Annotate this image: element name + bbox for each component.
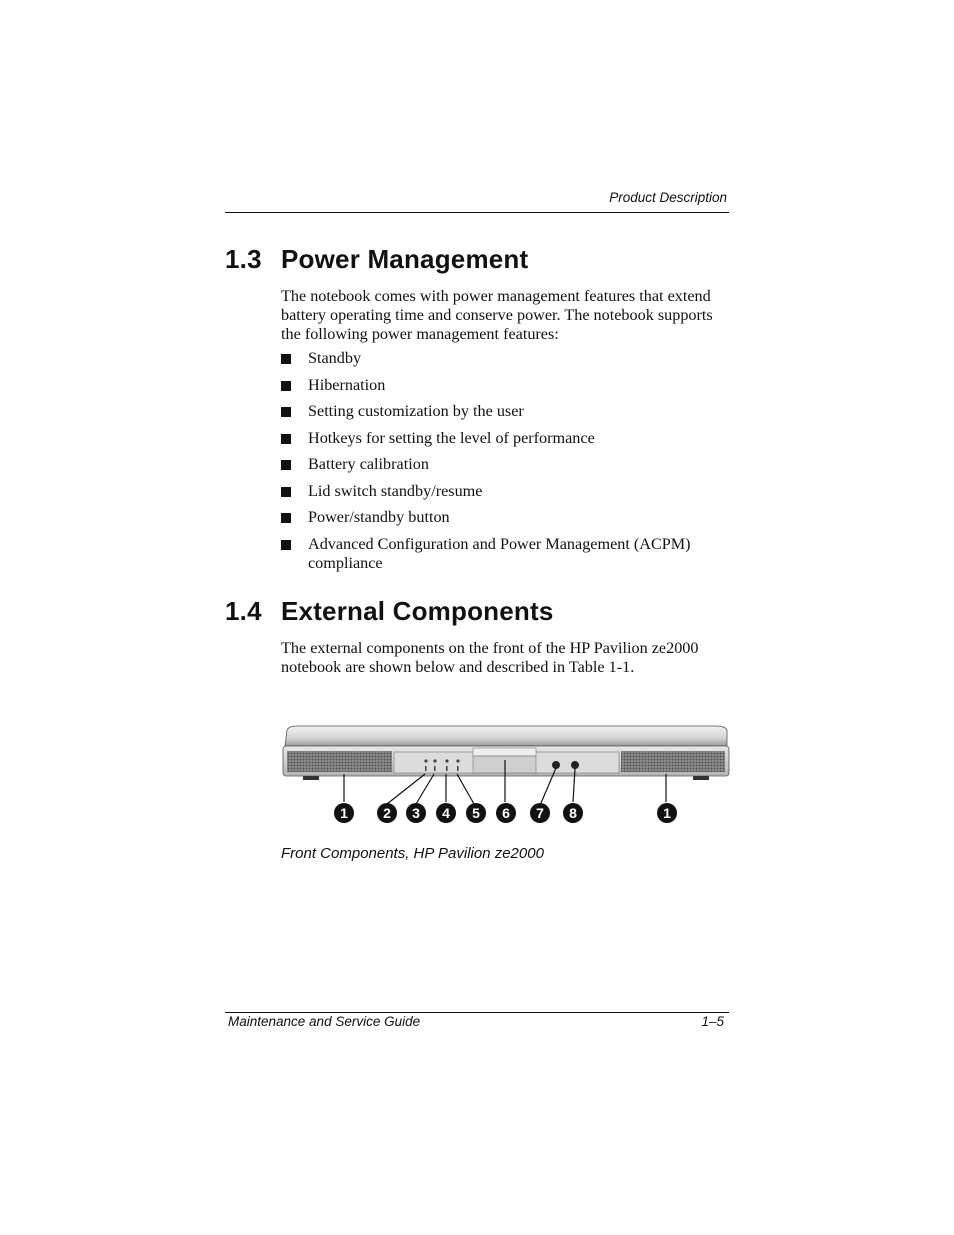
right-speaker-grille xyxy=(621,751,725,772)
figure-caption: Front Components, HP Pavilion ze2000 xyxy=(281,845,544,862)
callout-4: 4 xyxy=(442,805,450,821)
callout-7: 7 xyxy=(536,805,544,821)
callout-8: 8 xyxy=(569,805,577,821)
callout-1-left: 1 xyxy=(340,805,348,821)
callout-6: 6 xyxy=(502,805,510,821)
bullet-square-icon xyxy=(281,513,291,523)
callout-1-right: 1 xyxy=(663,805,671,821)
headphone-jack-icon xyxy=(571,761,579,769)
bullet-square-icon xyxy=(281,487,291,497)
front-components-figure xyxy=(281,722,731,832)
footer-guide-title: Maintenance and Service Guide xyxy=(228,1014,421,1029)
section-title: External Components xyxy=(281,596,554,626)
laptop-front-illustration xyxy=(281,722,731,832)
external-intro-paragraph: The external components on the front of the HP Pavilion ze2000 notebook are shown below and described in Table 1-1. xyxy=(281,639,699,676)
list-item: Standby xyxy=(281,349,729,376)
bullet-square-icon xyxy=(281,407,291,417)
list-item: Advanced Configuration and Power Management (ACPM) compliance xyxy=(281,535,729,573)
list-item: Battery calibration xyxy=(281,455,729,482)
callout-2: 2 xyxy=(383,805,391,821)
section-number: 1.4 xyxy=(225,596,262,626)
latch xyxy=(473,748,536,756)
bullet-square-icon xyxy=(281,434,291,444)
list-item: Power/standby button xyxy=(281,508,729,535)
list-item: Hotkeys for setting the level of performance xyxy=(281,429,729,456)
bullet-square-icon xyxy=(281,381,291,391)
footer-rule xyxy=(225,1012,729,1013)
running-head: Product Description xyxy=(609,190,727,205)
list-item: Lid switch standby/resume xyxy=(281,482,729,509)
callout-3: 3 xyxy=(412,805,420,821)
laptop-lid xyxy=(285,726,727,746)
callout-5: 5 xyxy=(472,805,480,821)
section-number: 1.3 xyxy=(225,244,262,274)
left-speaker-grille xyxy=(287,751,392,772)
bullet-square-icon xyxy=(281,460,291,470)
microphone-jack-icon xyxy=(552,761,560,769)
section-heading-power-management xyxy=(225,244,528,275)
header-rule xyxy=(225,212,729,213)
bullet-square-icon xyxy=(281,540,291,550)
section-heading-external-components xyxy=(225,596,554,627)
section-title: Power Management xyxy=(281,244,529,274)
power-intro-paragraph: The notebook comes with power management features that extend battery operating time and conserve power. The notebook supports the following power management features: xyxy=(281,287,713,343)
bullet-square-icon xyxy=(281,354,291,364)
footer-page-number: 1–5 xyxy=(701,1014,724,1029)
list-item: Setting customization by the user xyxy=(281,402,729,429)
list-item: Hibernation xyxy=(281,376,729,403)
power-features-list xyxy=(281,349,729,573)
